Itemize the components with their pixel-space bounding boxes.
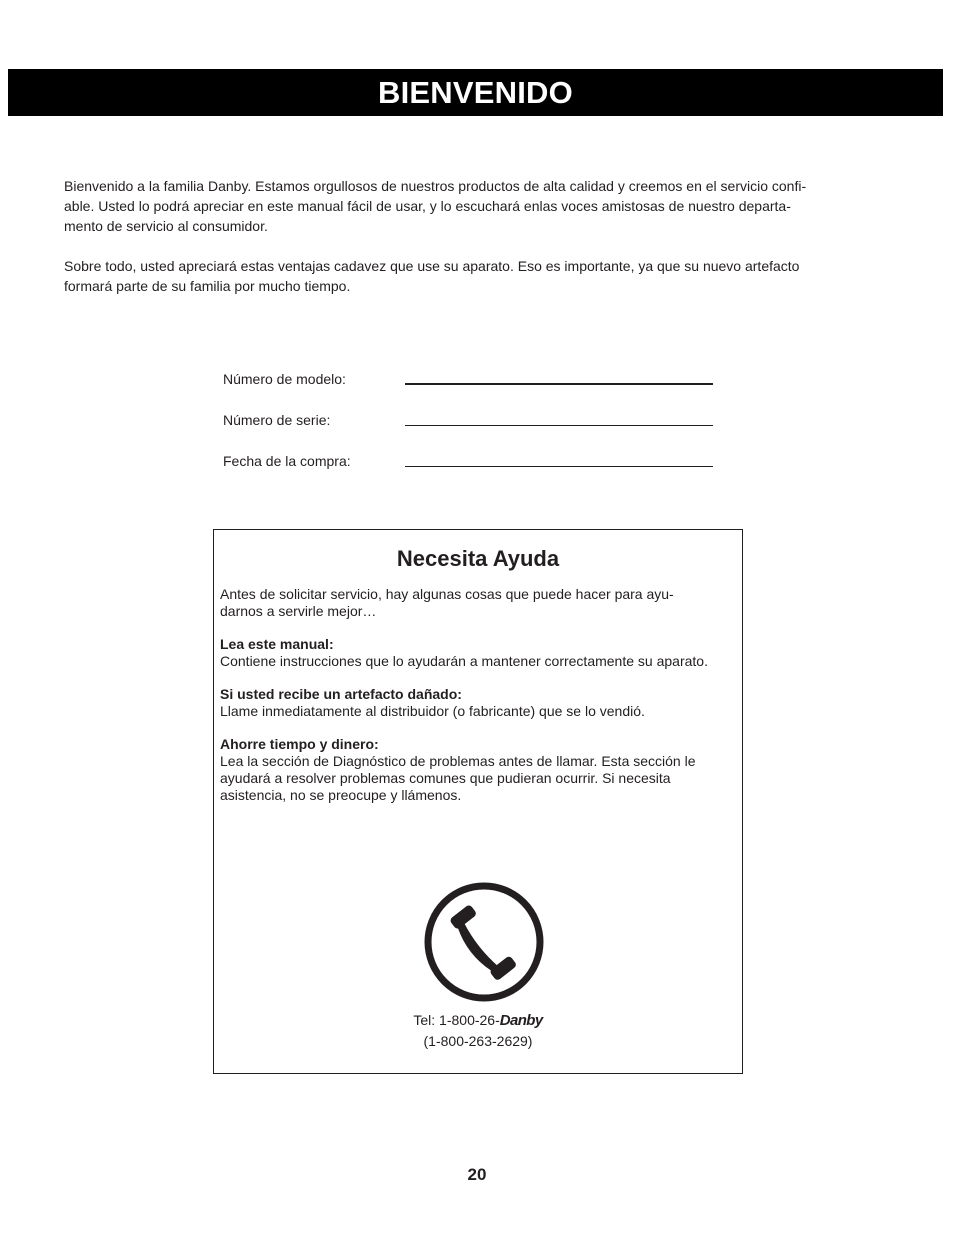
help-section-text: Contiene instrucciones que lo ayudarán a mantener correctamente su aparato. — [220, 653, 708, 669]
danby-logo: Danby — [499, 1012, 543, 1029]
field-model-number — [223, 370, 723, 411]
intro-text — [64, 176, 892, 296]
field-label: Número de modelo: — [223, 371, 346, 387]
help-box — [213, 529, 743, 1074]
intro-paragraph-2: Sobre todo, usted apreciará estas ventajas cadavez que use su aparato. Eso es importante, ya que su nuevo artefacto formará parte de su familia por mucho tiempo. — [64, 258, 800, 294]
tel-prefix: Tel: 1-800-26- — [413, 1012, 500, 1028]
help-section-heading: Ahorre tiempo y dinero: — [220, 736, 379, 752]
field-label: Número de serie: — [223, 412, 331, 428]
help-body — [220, 586, 730, 804]
help-section-text: Llame inmediatamente al distribuidor (o fabricante) que se lo vendió. — [220, 703, 645, 719]
title-bar — [8, 69, 943, 116]
serial-number-blank[interactable] — [405, 425, 713, 426]
intro-paragraph-1: Bienvenido a la familia Danby. Estamos orgullosos de nuestros productos de alta calidad y creemos en el servicio confi- able. Usted lo podrá apreciar en este manual fácil de usar, y lo escuchará enlas voces amistosas de nuestro departa- mento de servicio al consumidor. — [64, 178, 807, 234]
purchase-date-blank[interactable] — [405, 466, 713, 467]
record-fields — [223, 370, 723, 493]
help-section-text: Lea la sección de Diagnóstico de problemas antes de llamar. Esta sección le ayudará a resolver problemas comunes que pudieran ocurrir. Si necesita asistencia, no se preocupe y llámenos. — [220, 753, 696, 803]
page-number: 20 — [467, 1165, 487, 1184]
help-title: Necesita Ayuda — [396, 546, 560, 571]
help-section-heading: Lea este manual: — [220, 636, 334, 652]
help-section-heading: Si usted recibe un artefacto dañado: — [220, 686, 462, 702]
tel-numeric: (1-800-263-2629) — [423, 1033, 533, 1049]
telephone-handset-icon — [423, 881, 545, 1003]
model-number-blank[interactable] — [405, 383, 713, 385]
page-title: BIENVENIDO — [378, 75, 573, 110]
field-label: Fecha de la compra: — [223, 453, 351, 469]
field-purchase-date — [223, 452, 723, 493]
help-intro: Antes de solicitar servicio, hay algunas cosas que puede hacer para ayu- darnos a servirle mejor… — [220, 586, 674, 619]
field-serial-number — [223, 411, 723, 452]
help-telephone — [214, 1010, 742, 1051]
